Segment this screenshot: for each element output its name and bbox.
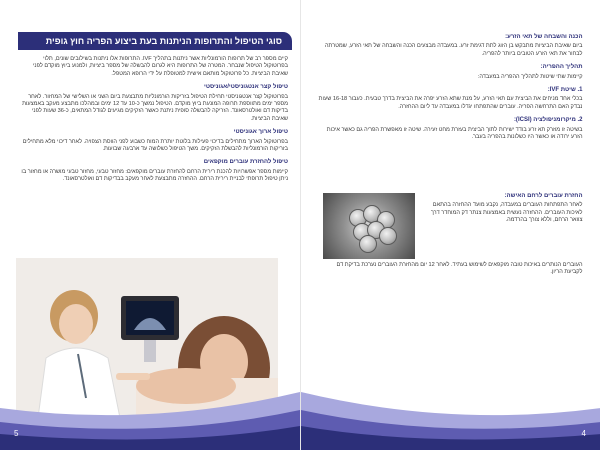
section-long-protocol-text: בפרוטוקול הארוך מתחילים בדיכוי פעילות בלוטת יותרת המוח כשבוע לפני הווסת הצפויה. לאחר דיכוי מלא מתחילים בזריקות הורמונליות להבשלת הזקיקים. משך הטיפול כשלושה עד ארבעה שבועות.: [22, 138, 288, 153]
ivf-method-text: בכלי אחד מניחים את הביצית עם תאי הזרע, על מנת שתא הזרע יפרה את הביצית בדרך טבעית. כעבור 16-18 שעות נבדק האם התרחשה הפריה. עוברים שהתפתחו יגדלו במעבדה עד ליום ההחזרה.: [318, 96, 583, 110]
icsi-method-text: בשיטה זו מוזרק תא זרע בודד ישירות לתוך הביצית בעזרת מחט זעירה. שיטה זו מאפשרת הפריה גם כאשר איכות הזרע ירודה או כאשר היו כשלונות בהפריה בעבר.: [326, 126, 583, 141]
page-number-left: 5: [14, 429, 19, 438]
section-frozen-embryos-text: קיימות מספר אפשרויות להכנת רירית הרחם להחזרת עוברים מוקפאים: מחזור טבעי, מחזור טבעי מושרה או מחזור בו ניתן טיפול תרופתי לבניית רירית הרחם. ההחזרה מתבצעת לאחר מעקב בבדיקות דם ואולטרסאונד.: [21, 168, 288, 183]
section-short-protocol-heading: טיפול קצר אנטגוניסטי/אגוניסטי: [204, 84, 288, 91]
embryo-transfer-text: לאחר התפתחות העוברים במעבדה, נקבע מועד ההחזרה בהתאם לאיכות העוברים. ההחזרה נעשית באמצעות צנתר דק המוחדר דרך צוואר הרחם, וללא צורך בהרדמה.: [430, 202, 583, 224]
decorative-wave: [0, 330, 300, 450]
left-page-title: סוגי הטיפול והתרופות הניתנות בעת ביצוע הפריה חוץ גופית: [18, 32, 292, 50]
embryo-transfer-block: [423, 193, 583, 230]
embryo-microscope-image: [323, 193, 415, 259]
fertilization-intro: קיימות שתי שיטות לתהליך ההפריה במעבדה:: [477, 73, 583, 80]
decorative-wave-right: [301, 330, 600, 450]
section-frozen-embryos-heading: טיפול להחזרת עוברים מוקפאים: [203, 159, 288, 166]
sperm-prep-text: ביום שאיבת הביציות מתבקש בן הזוג לתת דגימת זרע. במעבדה מבצעים הכנה והשבחה של תאי הזרע, שמטרתה לבחור את תאי הזרע הטובים ביותר להפריה.: [325, 43, 583, 57]
icsi-method-heading: 2. מיקרומניפולציה (ICSI):: [513, 117, 583, 124]
embryo-transfer-heading: החזרת עוברים לרחם האישה:: [504, 193, 583, 199]
right-text-bottom: [319, 262, 583, 282]
intro-paragraph: קיים מספר רב של תרופות הורמונליות אשר ניתנות בתהליך IVF. התרופות אלו ניתנות בשילובים שונים, תלוי בפרוטוקול הטיפול שנבחר. המטרה של התרופות היא לגרום להבשלה של מספר ביציות, ולמנוע ביוץ מוקדם לפני שאיבת הביציות. כל פרוטוקול מותאם אישית למטופלת על ידי הרופא המטפל.: [32, 56, 288, 77]
sperm-prep-heading: הכנה והשבחה של תאי הזרע:: [505, 34, 583, 40]
section-short-protocol-text: בפרוטוקול קצר אנטגוניסטי תחילת הטיפול בזריקות הורמונליות מתבצעת ביום השני או השלישי של המחזור. לאחר מספר ימים מתווספת תרופה המונעת ביוץ מוקדם. הטיפול נמשך כ-10 עד 12 ימים ובמהלכו מתבצע מעקב באמצעות בדיקות דם ואולטרסאונד. הזריקה להבשלה סופית ניתנת כאשר הזקיקים מגיעים לגודל המתאים, כ-36 שעות לפני שאיבת הביציות.: [22, 93, 288, 122]
page-number-right: 4: [581, 429, 586, 438]
right-page: [301, 0, 600, 450]
right-text-top: [319, 34, 583, 146]
left-text-column: [20, 56, 288, 189]
section-long-protocol-heading: טיפול ארוך אגוניסטי: [233, 129, 288, 136]
fertilization-heading: תהליך ההפריה:: [540, 64, 583, 71]
embryo-freezing-text: העוברים הנותרים באיכות טובה מוקפאים לשימוש בעתיד. לאחר 12 יום מהחזרת העוברים נערכת בדיקת דם לקביעת הריון.: [336, 262, 583, 276]
ivf-method-heading: 1. שיטת IVF:: [547, 87, 583, 94]
